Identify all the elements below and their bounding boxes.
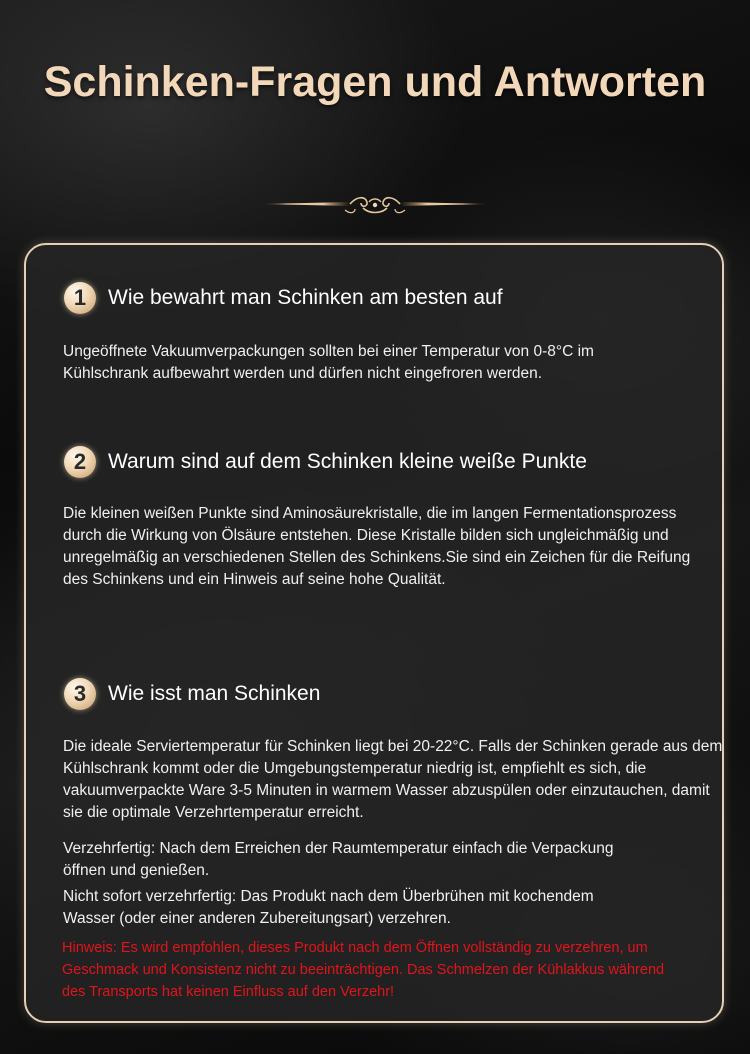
number-3-icon: 3 [64,678,96,710]
faq-answer-2: Die kleinen weißen Punkte sind Aminosäurekristalle, die im langen Fermentationsprozess durch die Wirkung von Ölsäure entstehen. Diese Kristalle bilden sich ungleichmäßig und unregelmäßig an verschiedenen Stellen des Schinkens.Sie sind ein Zeichen für die Reifung des Schinkens und ein Hinweis auf seine hohe Qualität. [63,505,691,588]
faq-question-2 [64,444,587,480]
decorative-divider-icon [255,188,495,220]
warning-note: Hinweis: Es wird empfohlen, dieses Produkt nach dem Öffnen vollständig zu verzehren, um Geschmack und Konsistenz nicht zu beeinträchtigen. Das Schmelzen der Kühlakkus während des Transports hat keinen Einfluss auf den Verzehr! [62,940,665,1000]
number-1-icon: 1 [64,282,96,314]
faq-question-3 [64,676,320,712]
question-text: Wie isst man Schinken [108,682,321,705]
question-text: Warum sind auf dem Schinken kleine weiße Punkte [108,450,587,473]
note-not-ready-to-eat: Nicht sofort verzehrfertig: Das Produkt nach dem Überbrühen mit kochendem Wasser (oder einer anderen Zubereitungsart) verzehren. [63,888,594,927]
faq-answer-1: Ungeöffnete Vakuumverpackungen sollten bei einer Temperatur von 0-8°C im Kühlschrank aufbewahrt werden und dürfen nicht eingefroren werden. [63,343,594,382]
note-ready-to-eat: Verzehrfertig: Nach dem Erreichen der Raumtemperatur einfach die Verpackung öffnen und genießen. [63,840,614,879]
page-title: Schinken-Fragen und Antworten [43,58,707,106]
number-2-icon: 2 [64,446,96,478]
question-text: Wie bewahrt man Schinken am besten auf [108,286,503,309]
faq-question-1 [64,280,503,316]
faq-answer-3: Die ideale Serviertemperatur für Schinken liegt bei 20-22°C. Falls der Schinken gerade aus dem Kühlschrank kommt oder die Umgebungstemperatur niedrig ist, empfiehlt es sich, die vakuumverpackte Ware 3-5 Minuten in warmem Wasser abzuspülen oder einzutauchen, damit sie die optimale Verzehrtemperatur erreicht. [63,738,723,821]
